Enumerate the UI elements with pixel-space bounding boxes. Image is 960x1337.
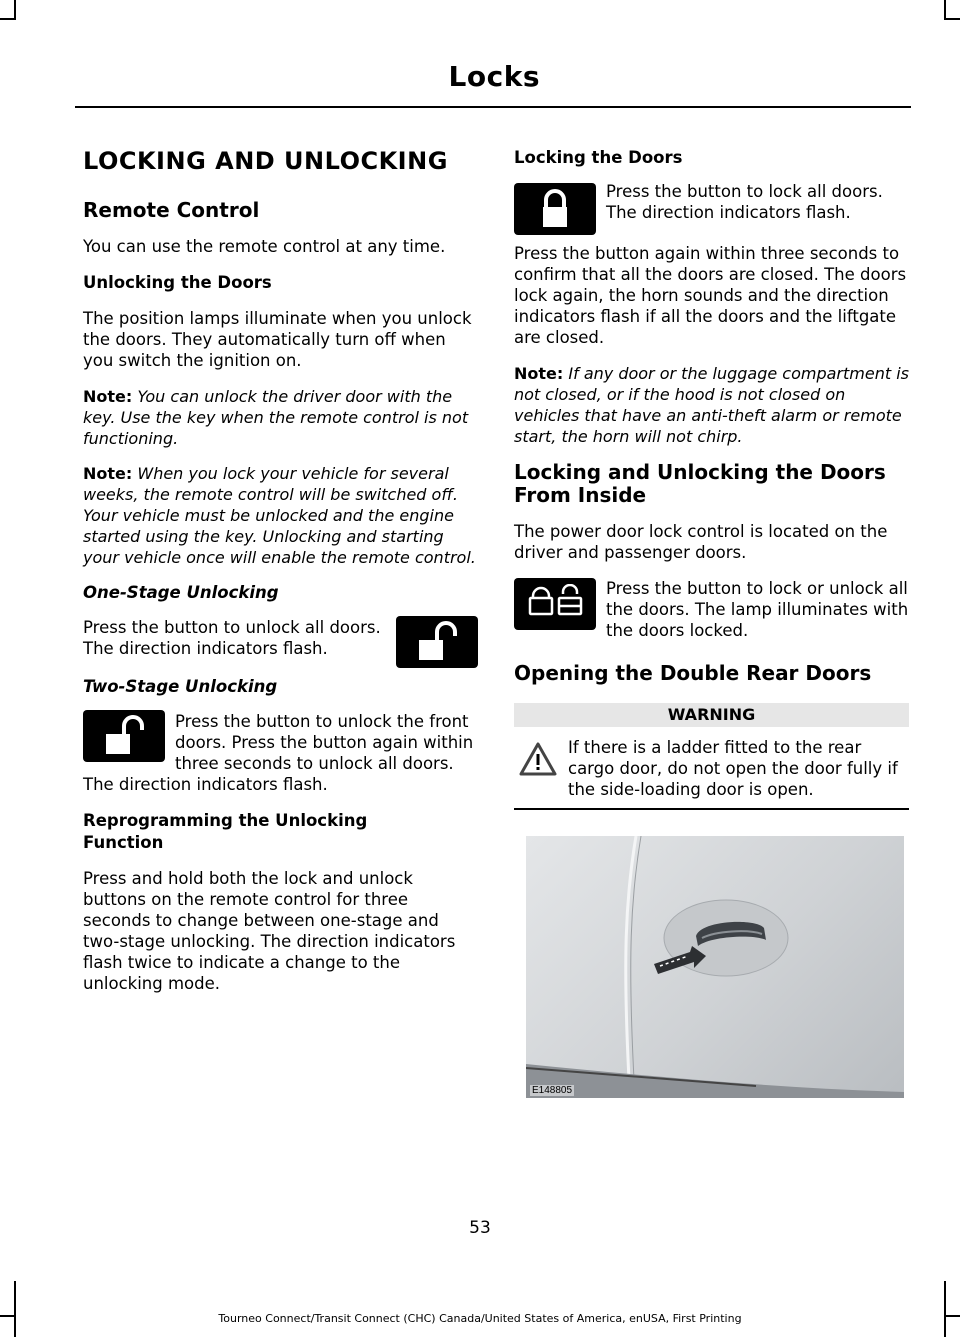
crop-mark bbox=[944, 0, 946, 20]
page-header-title: Locks bbox=[448, 60, 540, 93]
note-text: You can unlock the driver door with the key. Use the key when the remote control is not functioning. bbox=[83, 387, 469, 448]
two-stage-heading: Two-Stage Unlocking bbox=[83, 677, 278, 696]
inside-locking-text: The power door lock control is located on the driver and passenger doors. bbox=[514, 522, 888, 562]
rear-door-handle-image bbox=[526, 836, 904, 1098]
crop-mark bbox=[944, 18, 960, 20]
note-driver-key bbox=[83, 386, 478, 449]
unlock-padlock-icon bbox=[396, 616, 478, 668]
note-text: If any door or the luggage compartment is not closed, or if the hood is not closed on vehicles that have an anti-theft alarm or remote start, the horn will not chirp. bbox=[514, 364, 909, 446]
section-title: LOCKING AND UNLOCKING bbox=[83, 147, 448, 175]
unlocking-doors-text: The position lamps illuminate when you unlock the doors. They automatically turn off when you switch the ignition on. bbox=[83, 309, 472, 370]
reprogramming-text: Press and hold both the lock and unlock buttons on the remote control for three seconds to change between one-stage and two-stage unlocking. The direction indicators flash twice to indicate a change to the unlocking mode. bbox=[83, 869, 456, 993]
remote-control-heading: Remote Control bbox=[83, 198, 260, 222]
unlocking-doors-heading: Unlocking the Doors bbox=[83, 273, 272, 292]
page-number: 53 bbox=[469, 1218, 491, 1238]
warning-block bbox=[514, 737, 909, 810]
crop-mark bbox=[14, 1281, 16, 1337]
crop-mark bbox=[0, 18, 16, 20]
note-text: When you lock your vehicle for several weeks, the remote control will be switched off. Your vehicle must be unlocked and the engine started using the key. Unlocking and starting your vehicle once will enable the remote control. bbox=[83, 464, 476, 567]
locking-doors-heading: Locking the Doors bbox=[514, 148, 683, 167]
one-stage-heading: One-Stage Unlocking bbox=[83, 583, 279, 602]
note-remote-off bbox=[83, 463, 478, 568]
left-column bbox=[83, 147, 478, 1009]
two-stage-block bbox=[83, 711, 478, 810]
inside-switch-text: Press the button to lock or unlock all the doors. The lamp illuminates with the doors locked. bbox=[606, 579, 909, 640]
page-footer: Tourneo Connect/Transit Connect (CHC) Canada/United States of America, enUSA, First Printing bbox=[218, 1312, 742, 1325]
lock-padlock-icon bbox=[514, 183, 596, 235]
door-lock-switch-icon bbox=[514, 578, 596, 630]
one-stage-text: Press the button to unlock all doors. The direction indicators flash. bbox=[83, 618, 381, 658]
locking-text: Press the button to lock all doors. The direction indicators flash. bbox=[606, 182, 883, 222]
warning-heading: WARNING bbox=[514, 703, 909, 727]
locking-confirm-text: Press the button again within three seconds to confirm that all the doors are closed. The doors lock again, the horn sounds and the direction indicators flash if all the doors and the liftgate are closed. bbox=[514, 244, 907, 347]
header-divider bbox=[75, 106, 911, 108]
note-horn bbox=[514, 363, 909, 447]
note-label: Note: bbox=[514, 364, 564, 383]
inside-switch-block bbox=[514, 578, 909, 656]
inside-locking-heading: Locking and Unlocking the Doors From Inside bbox=[514, 460, 886, 507]
warning-triangle-icon bbox=[518, 741, 558, 781]
locking-block bbox=[514, 181, 909, 243]
image-code: E148805 bbox=[532, 1085, 573, 1096]
note-label: Note: bbox=[83, 387, 133, 406]
one-stage-block bbox=[83, 617, 478, 676]
double-rear-doors-heading: Opening the Double Rear Doors bbox=[514, 661, 872, 685]
remote-intro-text: You can use the remote control at any time. bbox=[83, 237, 446, 256]
note-label: Note: bbox=[83, 464, 133, 483]
two-stage-text: Press the button to unlock the front doors. Press the button again within three seconds to unlock all doors. The direction indicators flash. bbox=[83, 712, 474, 794]
warning-text: If there is a ladder fitted to the rear cargo door, do not open the door fully if the side-loading door is open. bbox=[568, 738, 898, 799]
crop-mark bbox=[944, 1281, 946, 1337]
crop-mark bbox=[14, 0, 16, 20]
right-column bbox=[514, 147, 909, 1098]
unlock-padlock-icon bbox=[83, 710, 165, 762]
reprogramming-heading: Reprogramming the Unlocking Function bbox=[83, 811, 368, 852]
